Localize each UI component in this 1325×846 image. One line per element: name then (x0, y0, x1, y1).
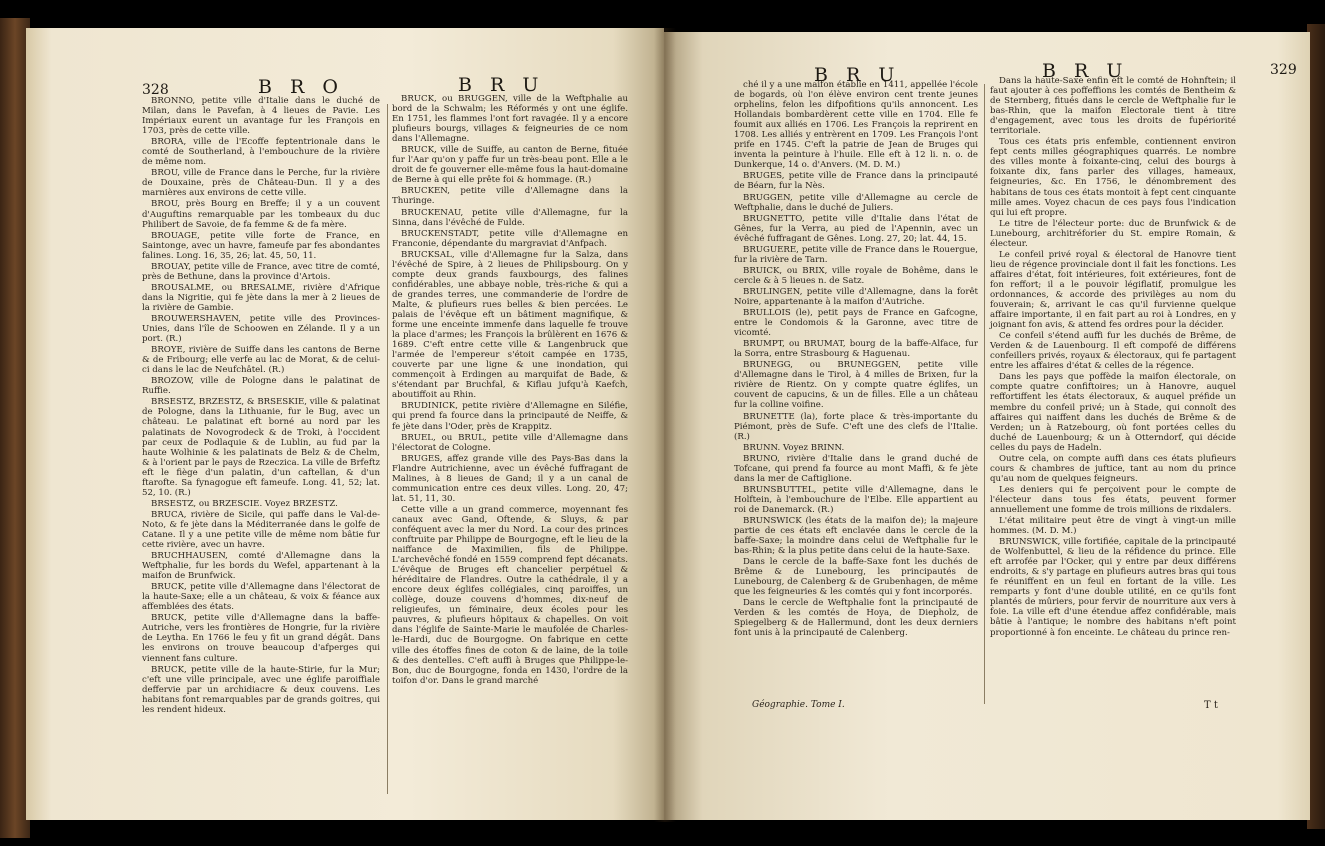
entry: BRUCKENSTADT, petite ville d'Allemagne en Franconie, dépendante du margraviat d'Anfpach. (392, 228, 628, 249)
entry: BRUGES, affez grande ville des Pays-Bas dans la Flandre Autrichienne, avec un évêché fuffragant de Malines, à 8 lieues de Gand; il y a un canal de communication entre ces deux villes. Long. 20, 47; lat. 51, 11, 30. (392, 453, 628, 504)
entry: BRUNO, rivière d'Italie dans le grand duché de Tofcane, qui prend fa fource au mont Maffi, & fe jète dans la mer de Caftiglione. (734, 453, 978, 484)
entry: BRUGES, petite ville de France dans la principauté de Béarn, fur la Nès. (734, 171, 978, 192)
book-gutter (654, 28, 676, 822)
left-page-column-2 (392, 94, 628, 799)
entry: BRUNSBUTTEL, petite ville d'Allemagne, dans le Holftein, à l'embouchure de l'Elbe. Elle appartient au roi de Danemarck. (R.) (734, 484, 978, 515)
entry: Dans le cercle de Weftphalie font la principauté de Verden & les comtés de Hoya, de Diepholz, de Spiegelberg & de Hallermund, dont les deux derniers font unis à la principauté de Calenberg. (734, 598, 978, 639)
entry: BRUCK, petite ville d'Allemagne dans la baffe-Autriche, vers les frontières de Hongrie, fur la rivière de Leytha. En 1766 le feu y fit un grand dégât. Dans les environs on trouve beaucoup d'afperges qui viennent fans culture. (142, 613, 380, 664)
left-page (26, 28, 664, 820)
entry: BRUCKENAU, petite ville d'Allemagne, fur la Sinna, dans l'évêché de Fulde. (392, 207, 628, 228)
page-footer: Géographie. Tome I. (752, 700, 845, 710)
entry: BRUICK, ou BRIX, ville royale de Bohême, dans le cercle & à 5 lieues n. de Satz. (734, 265, 978, 286)
right-page-column-1 (734, 80, 978, 712)
entry: BRUGGEN, petite ville d'Allemagne au cercle de Weftphalie, dans le duché de Juliers. (734, 192, 978, 213)
entry: BRULINGEN, petite ville d'Allemagne, dans la forêt Noire, appartenante à la maifon d'Autriche. (734, 286, 978, 307)
entry: ché il y a une maifon établie en 1411, appellée l'école de bogards, où l'on élève environ cent trente jeunes orphelins, felon les difpofitions qu'ils annoncent. Les Hollandais bombardèrent cette ville en 1704. Elle fe foumit aux alliés en 1706. Les François la reprirent en 1708. Les alliés y entrèrent en 1709. Les François l'ont prife en 1745. C'eft la patrie de Jean de Bruges qui inventa la peinture à l'huile. Elle eft à 12 li. n. o. de Dunkerque, 14 o. d'Anvers. (M. D. M.) (734, 80, 978, 171)
entry: BRUCKEN, petite ville d'Allemagne dans la Thuringe. (392, 186, 628, 207)
entry: BROZOW, ville de Pologne dans le palatinat de Ruffie. (142, 376, 380, 397)
entry: BRUNETTE (la), forte place & très-importante du Piémont, près de Sufe. C'eft une des clefs de l'Italie. (R.) (734, 411, 978, 442)
entry: BROYE, rivière de Suiffe dans les cantons de Berne & de Fribourg; elle verfe au lac de Morat, & de celui-ci dans le lac de Neufchâtel. (R.) (142, 345, 380, 376)
entry: Les deniers qui fe perçoivent pour le compte de l'électeur dans tous fes états, peuvent former annuellement une fomme de trois millions de rixdalers. (990, 484, 1236, 515)
entry: BRUCK, petite ville d'Allemagne dans l'électorat de la haute-Saxe; elle a un château, & voix & féance aux affemblées des états. (142, 582, 380, 613)
entry: Tous ces états pris enfemble, contiennent environ fept cents milles géographiques quarrés. Le nombre des villes monte à foixante-cinq, celui des bourgs à foixante dix, fans parler des villages, hameaux, feigneuries, &c. En 1756, le dénombrement des habitans de tous ces états montoit à fept cent cinquante mille ames. Voyez chacun de ces pays fous l'indication qui lui eft propre. (990, 137, 1236, 218)
entry: BROUAY, petite ville de France, avec titre de comté, près de Bethune, dans la province d'Artois. (142, 261, 380, 282)
entry: Dans la haute-Saxe enfin eft le comté de Hohnftein; il faut ajouter à ces poffeffions les comtés de Bentheim & de Sternberg, fitués dans le cercle de Weftphalie fur le bas-Rhin, que la maifon Electorale tient à titre d'engagement, avec tous les droits de fupériorité territoriale. (990, 76, 1236, 137)
page-number: 328 (142, 82, 169, 98)
entry: BROU, ville de France dans le Perche, fur la rivière de Douxaine, près de Château-Dun. Il y a des marnières aux environs de cette ville. (142, 168, 380, 199)
entry: BRUDINICK, petite rivière d'Allemagne en Siléfie, qui prend fa fource dans la principauté de Neiffe, & fe jète dans l'Oder, près de Krappitz. (392, 401, 628, 432)
left-page-column-1 (142, 96, 380, 801)
entry: BRUCKSAL, ville d'Allemagne fur la Salza, dans l'évêché de Spire, à 2 lieues de Philipsbourg. On y compte deux grands fauxbourgs, des falines confidérables, une abbaye noble, très-riche & qui a de grandes terres, une commanderie de l'ordre de Malte, & plufieurs rues belles & bien percées. Le palais de l'évêque eft un bâtiment magnifique, & forme une enceinte immenfe dans laquelle fe trouve la place d'armes; les François la brûlèrent en 1676 & 1689. C'eft entre cette ville & Langenbruck que l'armée de l'empereur s'étoit campée en 1735, couverte par une ligne & une inondation, qui commençoit à Erdingen au marquifat de Bade, & s'étendant par Bruchfal, & Kiflau jufqu'à Kaefch, aboutiffoit au Rhin. (392, 249, 628, 401)
entry: BRULLOIS (le), petit pays de France en Gafcogne, entre le Condomois & la Garonne, avec titre de vicomté. (734, 308, 978, 339)
entry: BROU, près Bourg en Breffe; il y a un couvent d'Auguftins remarquable par les tombeaux du duc Philibert de Savoie, de fa femme & de fa mère. (142, 199, 380, 230)
entry: BRUCHHAUSEN, comté d'Allemagne dans la Weftphalie, fur les bords du Wefel, appartenant à la maifon de Brunfwick. (142, 551, 380, 582)
entry: BRSESTZ, ou BRZESCIE. Voyez BRZESTZ. (151, 498, 338, 509)
entry: Cette ville a un grand commerce, moyennant fes canaux avec Gand, Oftende, & Sluys, & par conféquent avec la mer du Nord. La cour des princes conftruite par Philippe de Bourgogne, eft le lieu de la naiffance de Maximilien, fils de Philippe. L'archevêché fondé en 1559 comprend fept décanats. L'évêque de Bruges eft chancelier perpétuel & héréditaire de Flandres. Outre la cathédrale, il y a encore deux églifes collégiales, cinq paroiffes, un collège, douze couvens d'hommes, dix-neuf de religieufes, un féminaire, deux écoles pour les pauvres, & plufieurs hôpitaux & chapelles. On voit dans l'églife de Sainte-Marie le maufolée de Charles-le-Hardi, duc de Bourgogne. On fabrique en cette ville des étoffes fines de coton & de laine, de la toile & des dentelles. C'eft auffi à Bruges que Philippe-le-Bon, duc de Bourgogne, fonda en 1430, l'ordre de la toifon d'or. Dans le grand marché (392, 504, 628, 686)
running-head-left: B R U (814, 64, 901, 86)
entry: BRUGUERE, petite ville de France dans le Rouergue, fur la rivière de Tarn. (734, 244, 978, 265)
entry: BROUWERSHAVEN, petite ville des Provinces-Unies, dans l'île de Schoowen en Zélande. Il y a un port. (R.) (142, 313, 380, 345)
entry: Le confeil privé royal & électoral de Hanovre tient lieu de régence provinciale dont il fait les fonctions. Les affaires d'état, foit intérieures, foit extérieures, font de fon reffort; il a le pouvoir légiflatif, promulgue les ordonnances, & accorde des privilèges au nom du fouverain; &, arrivant le cas qu'il furvienne quelque affaire importante, il en fait part au roi à Londres, en y joignant fon avis, & attend fes ordres pour la décider. (990, 249, 1236, 331)
entry: BROUSALME, ou BRESALME, rivière d'Afrique dans la Nigritie, qui fe jète dans la mer à 2 lieues de la rivière de Gambie. (142, 282, 380, 313)
running-head-right: B R U (458, 74, 545, 96)
entry: BRSESTZ, BRZESTZ, & BRSESKIE, ville & palatinat de Pologne, dans la Lithuanie, fur le Bug, avec un château. Le palatinat eft borné au nord par les palatinats de Novogrodeck & de Troki, à l'occident par ceux de Podlaquie & de Lublin, au fud par la haute Wolhinie & les palatinats de Belz & de Chelm, & à l'orient par le pays de Rzeczica. La ville de Brfeftz eft le fiège d'un palatin, d'un caftellan, & d'un ftarofte. Sa fynagogue eft fameufe. Long. 41, 52; lat. 52, 10. (R.) (142, 397, 380, 498)
entry: BRUCK, ou BRUGGEN, ville de la Weftphalie au bord de la Schwalm; les Réformés y ont une églife. En 1751, les flammes l'ont fort ravagée. Il y a encore plufieurs bourgs, villages & feigneuries de ce nom dans l'Allemagne. (392, 94, 628, 145)
column-rule (387, 104, 388, 794)
entry: BRUNSWICK, ville fortifiée, capitale de la principauté de Wolfenbuttel, & lieu de la réfidence du prince. Elle eft arrofée par l'Ocker, qui y entre par deux différens endroits, & s'y partage en plufieurs autres bras qui tous fe réuniffent en un feul en fortant de la ville. Les remparts y font d'une double utilité, en ce qu'ils font plantés de mûriers, pour fervir de nourriture aux vers à foie. La ville eft d'une étendue affez confidérable, mais bâtie à l'antique; le nombre des habitans n'eft point proportionné à fon enceinte. Le château du prince ren- (990, 537, 1236, 638)
page-number: 329 (1270, 62, 1297, 78)
entry: BRUCK, ville de Suiffe, au canton de Berne, fituée fur l'Aar qu'on y paffe fur un très-beau pont. Elle a le droit de fe gouverner elle-même fous la haut-domaine de Berne à qui elle prête foi & hommage. (R.) (392, 145, 628, 186)
right-page (664, 32, 1310, 820)
running-head-right: B R U (1042, 60, 1129, 82)
entry: BRUNEGG, ou BRUNEGGEN, petite ville d'Allemagne dans le Tirol, à 4 milles de Brixen, fur la rivière de Rientz. On y compte quatre églifes, un couvent de capucins, & un de filles. Elle a un château fur la colline voifine. (734, 360, 978, 411)
entry: Le titre de l'électeur porte: duc de Brunfwick & de Lunebourg, architréforier du St. empire Romain, & électeur. (990, 218, 1236, 249)
right-page-column-2 (990, 76, 1236, 766)
entry: BRUNN. Voyez BRINN. (743, 442, 845, 453)
running-head-left: B R O (258, 76, 344, 98)
entry: BRUNSWICK (les états de la maifon de); la majeure partie de ces états eft enclavée dans le cercle de la baffe-Saxe; la moindre dans celui de Weftphalie fur le bas-Rhin; & la plus petite dans celui de la haute-Saxe. (734, 515, 978, 557)
entry: L'état militaire peut être de vingt à vingt-un mille hommes. (M. D. M.) (990, 516, 1236, 537)
entry: BRUMPT, ou BRUMAT, bourg de la baffe-Alface, fur la Sorra, entre Strasbourg & Haguenau. (734, 339, 978, 360)
entry: BRUGNETTO, petite ville d'Italie dans l'état de Gênes, fur la Verra, au pied de l'Apennin, avec un évêché fuffragant de Gênes. Long. 27, 20; lat. 44, 15. (734, 213, 978, 244)
signature-mark: T t (1204, 700, 1218, 711)
entry: BRUEL, ou BRUL, petite ville d'Allemagne dans l'électorat de Cologne. (392, 432, 628, 453)
entry: BRORA, ville de l'Ecoffe feptentrionale dans le comté de Southerland, à l'embouchure de la rivière de même nom. (142, 137, 380, 168)
entry: BROUAGE, petite ville forte de France, en Saintonge, avec un havre, fameufe par fes abondantes falines. Long. 16, 35, 26; lat. 45, 50, 11. (142, 230, 380, 261)
column-rule (984, 84, 985, 704)
entry: Dans les pays que poffède la maifon électorale, on compte quatre confiftoires; un à Hanovre, auquel reffortiffent les états électoraux, & auquel préfide un membre du confeil privé; un à Stade, qui connoît des affaires qui naiffent dans les duchés de Brême & de Verden; un à Ratzebourg, où font portées celles du duché de Lauenbourg; & un à Otterndorf, qui décide celles du pays de Hadeln. (990, 372, 1236, 453)
entry: BRUCA, rivière de Sicile, qui paffe dans le Val-de-Noto, & fe jète dans la Méditerranée dans le golfe de Catane. Il y a une petite ville de même nom bâtie fur cette rivière, avec un havre. (142, 509, 380, 551)
entry: BRONNO, petite ville d'Italie dans le duché de Milan, dans le Pavefan, à 4 lieues de Pavie. Les Impériaux eurent un avantage fur les François en 1703, près de cette ville. (142, 96, 380, 137)
entry: Dans le cercle de la baffe-Saxe font les duchés de Brême & de Lunebourg, les principautés de Lunebourg, de Calenberg & de Grubenhagen, de même que les feigneuries & les comtés qui y font incorporés. (734, 557, 978, 598)
entry: BRUCK, petite ville de la haute-Stirie, fur la Mur; c'eft une ville principale, avec une églife paroiffiale deffervie par un archidiacre & deux couvens. Les habitans font remarquables par de grands goitres, qui les rendent hideux. (142, 664, 380, 715)
entry: Outre cela, on compte auffi dans ces états plufieurs cours & chambres de juftice, tant au nom du prince qu'au nom de quelques feigneurs. (990, 453, 1236, 484)
entry: Ce confeil s'étend auffi fur les duchés de Brême, de Verden & de Lauenbourg. Il eft compofé de différens confeillers privés, royaux & électoraux, qui fe partagent entre les affaires d'état & celles de la régence. (990, 331, 1236, 372)
